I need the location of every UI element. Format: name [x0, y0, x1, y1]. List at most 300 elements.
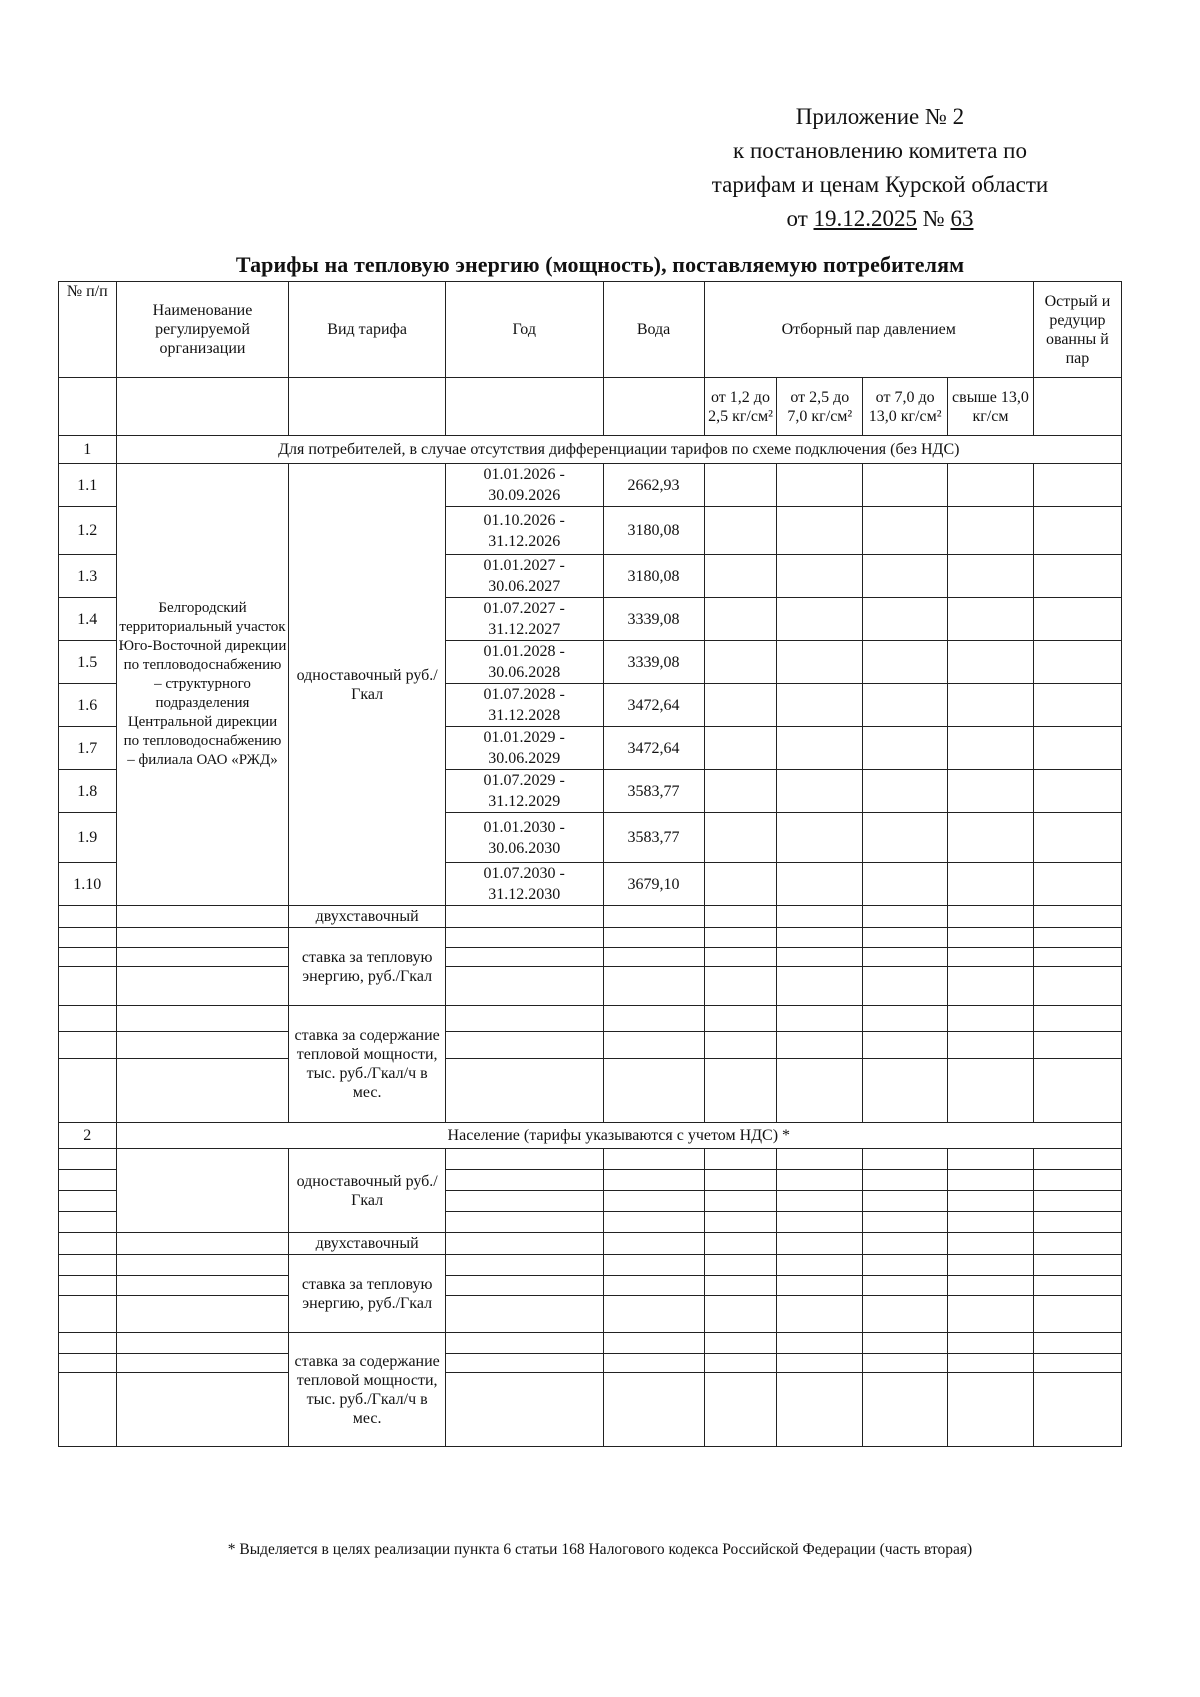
empty-cell [445, 1354, 603, 1373]
water-tariff: 3472,64 [603, 684, 704, 727]
organization-name: Белгородский территориальный участок Юго-Восточной дирекции по тепловодоснабжению – структурного подразделения Центральной дирекции по тепловодоснабжению – филиала ОАО «РЖД» [116, 464, 289, 906]
empty-cell [948, 906, 1034, 928]
empty-cell [445, 1006, 603, 1032]
empty-cell [603, 1255, 704, 1276]
table-row [59, 1233, 1122, 1255]
row-number: 1.3 [59, 555, 117, 598]
subheader-empty [289, 378, 446, 436]
empty-cell [948, 598, 1034, 641]
empty-cell [603, 1149, 704, 1170]
empty-cell [704, 1255, 777, 1276]
organization-cell [116, 906, 289, 928]
empty-cell [777, 1032, 863, 1059]
empty-cell [704, 684, 777, 727]
empty-cell [1033, 1333, 1121, 1354]
subheader-empty [116, 378, 289, 436]
empty-cell [863, 1059, 948, 1123]
empty-cell [603, 928, 704, 948]
empty-cell [777, 906, 863, 928]
empty-cell [948, 641, 1034, 684]
water-tariff: 3180,08 [603, 507, 704, 555]
period-cell: 01.01.2026 - 30.09.2026 [445, 464, 603, 507]
empty-cell [948, 727, 1034, 770]
empty-cell [948, 1255, 1034, 1276]
water-tariff: 3339,08 [603, 598, 704, 641]
header-year: Год [445, 282, 603, 378]
empty-cell [777, 1296, 863, 1333]
empty-cell [704, 464, 777, 507]
row-number: 1.10 [59, 863, 117, 906]
organization-cell [116, 1059, 289, 1123]
period-cell: 01.01.2030 - 30.06.2030 [445, 813, 603, 863]
empty-cell [948, 1296, 1034, 1333]
table-row [59, 1333, 1122, 1354]
empty-cell [948, 1333, 1034, 1354]
empty-cell [948, 1032, 1034, 1059]
empty-cell [948, 967, 1034, 1006]
empty-cell [948, 684, 1034, 727]
empty-cell [777, 1233, 863, 1255]
empty-cell [603, 1333, 704, 1354]
empty-cell [777, 1059, 863, 1123]
organization-cell [116, 967, 289, 1006]
row-number: 1.4 [59, 598, 117, 641]
tariff-table [58, 281, 1122, 1447]
empty-cell [863, 1233, 948, 1255]
empty-cell [948, 1149, 1034, 1170]
rate-capacity-label: ставка за содержание тепловой мощности, тыс. руб./Гкал/ч в мес. [289, 1333, 446, 1447]
empty-cell [777, 1191, 863, 1212]
empty-cell [863, 1170, 948, 1191]
section-2-label: Население (тарифы указываются с учетом НДС) * [116, 1123, 1121, 1149]
subheader-empty [59, 378, 117, 436]
organization-cell [116, 928, 289, 948]
empty-cell [777, 813, 863, 863]
empty-cell [445, 1255, 603, 1276]
period-cell: 01.07.2029 - 31.12.2029 [445, 770, 603, 813]
empty-cell [603, 1373, 704, 1447]
tariff-type-two-rate: двухставочный [289, 906, 446, 928]
empty-cell [603, 1296, 704, 1333]
empty-cell [603, 1354, 704, 1373]
empty-cell [948, 555, 1034, 598]
empty-cell [777, 770, 863, 813]
empty-cell [1033, 598, 1121, 641]
empty-cell [948, 1059, 1034, 1123]
empty-cell [777, 1276, 863, 1296]
organization-cell [116, 1276, 289, 1296]
row-number [59, 928, 117, 948]
table-row [59, 1059, 1122, 1123]
section-1-label: Для потребителей, в случае отсутствия дифференциации тарифов по схеме подключения (без НДС) [116, 436, 1121, 464]
empty-cell [704, 598, 777, 641]
empty-cell [1033, 813, 1121, 863]
organization-cell [116, 1032, 289, 1059]
table-row [59, 1373, 1122, 1447]
empty-cell [863, 863, 948, 906]
row-number: 1.2 [59, 507, 117, 555]
period-cell: 01.01.2029 - 30.06.2029 [445, 727, 603, 770]
empty-cell [1033, 1149, 1121, 1170]
footnote: * Выделяется в целях реализации пункта 6 статьи 168 Налогового кодекса Российской Федерации (часть вторая) [227, 1541, 973, 1558]
empty-cell [704, 948, 777, 967]
empty-cell [603, 1212, 704, 1233]
empty-cell [1033, 1255, 1121, 1276]
appendix-date: 19.12.2025 [813, 206, 918, 231]
row-number [59, 1032, 117, 1059]
appendix-number: 63 [950, 206, 974, 231]
appendix-line-4 [660, 202, 1100, 236]
empty-cell [948, 863, 1034, 906]
empty-cell [1033, 1276, 1121, 1296]
empty-cell [948, 1233, 1034, 1255]
empty-cell [863, 464, 948, 507]
table-row [59, 906, 1122, 928]
row-number [59, 1006, 117, 1032]
empty-cell [704, 1170, 777, 1191]
empty-cell [1033, 1170, 1121, 1191]
empty-cell [863, 684, 948, 727]
water-tariff: 3339,08 [603, 641, 704, 684]
empty-cell [1033, 464, 1121, 507]
tariff-type-one-rate: одноставочный руб./Гкал [289, 464, 446, 906]
empty-cell [777, 863, 863, 906]
table-row [59, 1354, 1122, 1373]
organization-cell [116, 1233, 289, 1255]
empty-cell [777, 1255, 863, 1276]
empty-cell [704, 1296, 777, 1333]
organization-cell [116, 1333, 289, 1354]
row-number [59, 948, 117, 967]
table-row [59, 464, 1122, 507]
tariff-type-one-rate: одноставочный руб./Гкал [289, 1149, 446, 1233]
empty-cell [603, 948, 704, 967]
empty-cell [704, 906, 777, 928]
row-number [59, 906, 117, 928]
rate-energy-label: ставка за тепловую энергию, руб./Гкал [289, 1255, 446, 1333]
empty-cell [777, 727, 863, 770]
empty-cell [777, 948, 863, 967]
empty-cell [603, 1006, 704, 1032]
empty-cell [777, 1212, 863, 1233]
subheader-steam-4: свыше 13,0 кг/см [948, 378, 1034, 436]
empty-cell [863, 1333, 948, 1354]
empty-cell [603, 1191, 704, 1212]
table-row [59, 928, 1122, 948]
subheader-steam-2: от 2,5 до 7,0 кг/см² [777, 378, 863, 436]
appendix-line-1: Приложение № 2 [795, 104, 965, 129]
row-number: 1.9 [59, 813, 117, 863]
period-cell: 01.01.2028 - 30.06.2028 [445, 641, 603, 684]
subheader-steam-3: от 7,0 до 13,0 кг/см² [863, 378, 948, 436]
row-number [59, 1354, 117, 1373]
empty-cell [863, 1032, 948, 1059]
empty-cell [863, 770, 948, 813]
empty-cell [948, 770, 1034, 813]
subheader-empty [1033, 378, 1121, 436]
empty-cell [863, 555, 948, 598]
empty-cell [603, 1170, 704, 1191]
empty-cell [948, 1006, 1034, 1032]
appendix-line-3: тарифам и ценам Курской области [711, 172, 1049, 197]
organization-cell [116, 948, 289, 967]
table-row [59, 1006, 1122, 1032]
empty-cell [777, 928, 863, 948]
empty-cell [1033, 863, 1121, 906]
empty-cell [863, 928, 948, 948]
empty-cell [704, 1233, 777, 1255]
subheader-empty [603, 378, 704, 436]
row-number [59, 1212, 117, 1233]
empty-cell [1033, 967, 1121, 1006]
empty-cell [863, 967, 948, 1006]
appendix-from: от [786, 206, 808, 231]
empty-cell [704, 1059, 777, 1123]
row-number [59, 1233, 117, 1255]
row-number: 1.7 [59, 727, 117, 770]
header-steam: Отборный пар давлением [704, 282, 1033, 378]
water-tariff: 2662,93 [603, 464, 704, 507]
empty-cell [1033, 770, 1121, 813]
subheader-steam-1: от 1,2 до 2,5 кг/см² [704, 378, 777, 436]
empty-cell [1033, 727, 1121, 770]
period-cell: 01.07.2030 - 31.12.2030 [445, 863, 603, 906]
row-number [59, 1296, 117, 1333]
empty-cell [948, 948, 1034, 967]
empty-cell [1033, 1032, 1121, 1059]
organization-cell [116, 1354, 289, 1373]
header-num: № п/п [59, 282, 117, 378]
empty-cell [863, 1006, 948, 1032]
section-2-header [59, 1123, 1122, 1149]
empty-cell [1033, 507, 1121, 555]
row-number [59, 1373, 117, 1447]
organization-cell [116, 1149, 289, 1233]
row-number [59, 1059, 117, 1123]
empty-cell [777, 507, 863, 555]
row-number [59, 1170, 117, 1191]
empty-cell [704, 1149, 777, 1170]
tariff-type-two-rate: двухставочный [289, 1233, 446, 1255]
empty-cell [445, 1233, 603, 1255]
empty-cell [777, 1149, 863, 1170]
empty-cell [948, 1212, 1034, 1233]
empty-cell [603, 906, 704, 928]
section-1-rows [59, 464, 1122, 906]
rate-energy-label: ставка за тепловую энергию, руб./Гкал [289, 928, 446, 1006]
empty-cell [863, 727, 948, 770]
empty-cell [948, 464, 1034, 507]
water-tariff: 3472,64 [603, 727, 704, 770]
empty-cell [863, 948, 948, 967]
empty-cell [777, 1373, 863, 1447]
empty-cell [777, 464, 863, 507]
empty-cell [777, 598, 863, 641]
empty-cell [704, 928, 777, 948]
empty-cell [863, 1191, 948, 1212]
empty-cell [445, 1212, 603, 1233]
empty-cell [603, 967, 704, 1006]
section-1-two-rate [59, 906, 1122, 1123]
empty-cell [704, 1373, 777, 1447]
empty-cell [445, 1296, 603, 1333]
empty-cell [445, 967, 603, 1006]
empty-cell [445, 906, 603, 928]
row-number [59, 1191, 117, 1212]
empty-cell [704, 967, 777, 1006]
empty-cell [445, 1373, 603, 1447]
empty-cell [1033, 1233, 1121, 1255]
row-number [59, 1333, 117, 1354]
empty-cell [863, 813, 948, 863]
row-number: 1.8 [59, 770, 117, 813]
empty-cell [863, 1354, 948, 1373]
empty-cell [863, 598, 948, 641]
row-number [59, 967, 117, 1006]
empty-cell [1033, 1296, 1121, 1333]
empty-cell [863, 507, 948, 555]
organization-cell [116, 1006, 289, 1032]
row-number [59, 1149, 117, 1170]
empty-cell [863, 1255, 948, 1276]
empty-cell [777, 555, 863, 598]
empty-cell [863, 641, 948, 684]
section-1-number: 1 [59, 436, 117, 464]
empty-cell [445, 1170, 603, 1191]
empty-cell [704, 1333, 777, 1354]
empty-cell [777, 1170, 863, 1191]
empty-cell [777, 1006, 863, 1032]
water-tariff: 3679,10 [603, 863, 704, 906]
rate-capacity-label: ставка за содержание тепловой мощности, тыс. руб./Гкал/ч в мес. [289, 1006, 446, 1123]
empty-cell [1033, 928, 1121, 948]
water-tariff: 3583,77 [603, 770, 704, 813]
empty-cell [704, 813, 777, 863]
empty-cell [704, 1354, 777, 1373]
empty-cell [445, 1276, 603, 1296]
empty-cell [1033, 555, 1121, 598]
row-number [59, 1255, 117, 1276]
empty-cell [863, 906, 948, 928]
empty-cell [863, 1276, 948, 1296]
table-row [59, 1032, 1122, 1059]
empty-cell [1033, 1191, 1121, 1212]
empty-cell [948, 813, 1034, 863]
empty-cell [603, 1233, 704, 1255]
header-tariff-type: Вид тарифа [289, 282, 446, 378]
empty-cell [1033, 641, 1121, 684]
empty-cell [704, 641, 777, 684]
subheader-empty [445, 378, 603, 436]
empty-cell [704, 1276, 777, 1296]
row-number: 1.6 [59, 684, 117, 727]
appendix-block [660, 100, 1100, 236]
empty-cell [603, 1276, 704, 1296]
empty-cell [777, 1354, 863, 1373]
empty-cell [777, 684, 863, 727]
empty-cell [704, 863, 777, 906]
period-cell: 01.07.2028 - 31.12.2028 [445, 684, 603, 727]
empty-cell [603, 1032, 704, 1059]
empty-cell [445, 928, 603, 948]
empty-cell [445, 1032, 603, 1059]
empty-cell [1033, 1006, 1121, 1032]
empty-cell [777, 641, 863, 684]
section-2-rows [59, 1149, 1122, 1447]
empty-cell [445, 1333, 603, 1354]
empty-cell [445, 1191, 603, 1212]
empty-cell [863, 1373, 948, 1447]
empty-cell [445, 1149, 603, 1170]
organization-cell [116, 1296, 289, 1333]
empty-cell [704, 507, 777, 555]
empty-cell [948, 1170, 1034, 1191]
period-cell: 01.10.2026 - 31.12.2026 [445, 507, 603, 555]
empty-cell [704, 1032, 777, 1059]
table-row [59, 948, 1122, 967]
empty-cell [445, 948, 603, 967]
empty-cell [777, 1333, 863, 1354]
empty-cell [1033, 1373, 1121, 1447]
empty-cell [1033, 948, 1121, 967]
appendix-line-2: к постановлению комитета по [733, 138, 1027, 163]
header-water: Вода [603, 282, 704, 378]
table-row [59, 967, 1122, 1006]
table-row [59, 1255, 1122, 1276]
empty-cell [704, 727, 777, 770]
table-row [59, 1296, 1122, 1333]
empty-cell [948, 1354, 1034, 1373]
document-title: Тарифы на тепловую энергию (мощность), поставляемую потребителям [235, 252, 965, 277]
appendix-num-sign: № [922, 206, 945, 231]
organization-cell [116, 1255, 289, 1276]
table-header [59, 282, 1122, 464]
empty-cell [704, 1212, 777, 1233]
empty-cell [948, 1276, 1034, 1296]
header-sharp-steam: Острый и редуцир ованны й пар [1033, 282, 1121, 378]
empty-cell [1033, 906, 1121, 928]
empty-cell [777, 967, 863, 1006]
header-org: Наименование регулируемой организации [116, 282, 289, 378]
section-2-number: 2 [59, 1123, 117, 1149]
table-row [59, 1276, 1122, 1296]
empty-cell [1033, 684, 1121, 727]
empty-cell [704, 1191, 777, 1212]
empty-cell [704, 770, 777, 813]
empty-cell [704, 555, 777, 598]
water-tariff: 3180,08 [603, 555, 704, 598]
empty-cell [1033, 1059, 1121, 1123]
row-number [59, 1276, 117, 1296]
empty-cell [1033, 1212, 1121, 1233]
empty-cell [445, 1059, 603, 1123]
empty-cell [603, 1059, 704, 1123]
empty-cell [863, 1212, 948, 1233]
empty-cell [948, 507, 1034, 555]
table-row [59, 1149, 1122, 1170]
empty-cell [948, 1373, 1034, 1447]
empty-cell [948, 1191, 1034, 1212]
empty-cell [948, 928, 1034, 948]
row-number: 1.1 [59, 464, 117, 507]
empty-cell [1033, 1354, 1121, 1373]
row-number: 1.5 [59, 641, 117, 684]
empty-cell [863, 1149, 948, 1170]
empty-cell [704, 1006, 777, 1032]
water-tariff: 3583,77 [603, 813, 704, 863]
period-cell: 01.07.2027 - 31.12.2027 [445, 598, 603, 641]
empty-cell [863, 1296, 948, 1333]
